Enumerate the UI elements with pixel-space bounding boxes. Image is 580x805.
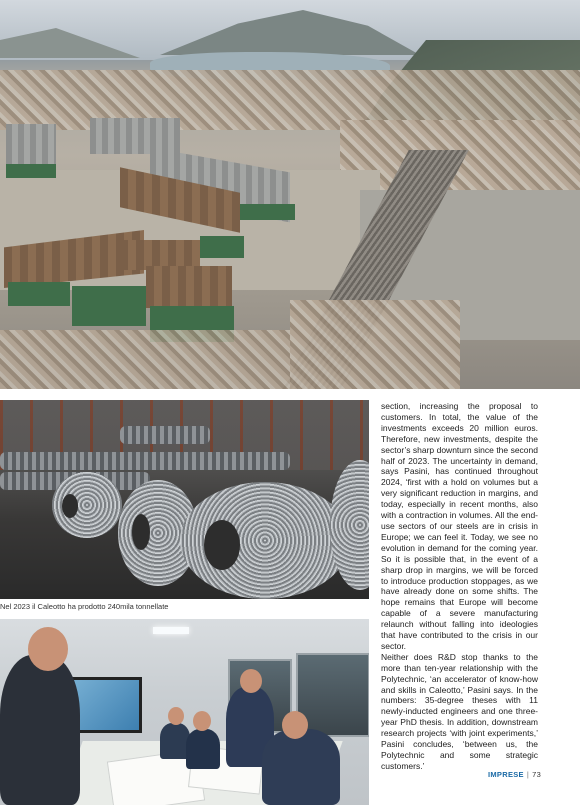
folio-separator: | bbox=[526, 770, 530, 779]
factory-roof bbox=[6, 124, 56, 164]
buildings bbox=[290, 300, 460, 389]
buildings bbox=[0, 330, 290, 389]
ceiling-light bbox=[153, 627, 189, 634]
engineer-head bbox=[168, 707, 184, 725]
factory-wall bbox=[6, 164, 56, 178]
factory-roof bbox=[146, 266, 232, 308]
aerial-photo bbox=[0, 0, 580, 389]
factory-roof bbox=[90, 118, 180, 154]
page-number: 73 bbox=[532, 770, 542, 779]
coil-row bbox=[0, 452, 290, 470]
factory-wall bbox=[72, 286, 146, 326]
engineer-head bbox=[28, 627, 68, 671]
engineer bbox=[186, 729, 220, 769]
section-name: IMPRESE bbox=[488, 770, 524, 779]
factory-wall bbox=[200, 236, 244, 258]
engineer-head bbox=[240, 669, 262, 693]
engineer-head bbox=[193, 711, 211, 731]
factory-wall bbox=[8, 282, 70, 306]
steel-coil bbox=[52, 472, 122, 538]
page-folio bbox=[488, 770, 541, 779]
article-body bbox=[381, 401, 538, 772]
steel-coil bbox=[180, 482, 350, 599]
photo-caption: Nel 2023 il Caleotto ha prodotto 240mila tonnellate bbox=[0, 602, 169, 611]
engineer bbox=[262, 729, 340, 805]
coil-row bbox=[120, 426, 210, 444]
article-paragraph: Neither does R&D stop thanks to the more than ten-year relationship with the Polytechnic, ‘an accelerator of know-how and skills in Caleotto,’ Pasini says. In the numbers: 35-degree theses with 11 newly-inducted engineers and one three-year PhD thesis. In addition, downstream research projects ‘with joint experiments,’ Pasini concludes, ‘between us, the Polytechnic and some strategic customers.’ bbox=[381, 651, 538, 771]
warehouse-photo bbox=[0, 400, 369, 599]
engineer-head bbox=[282, 711, 308, 739]
office-photo bbox=[0, 619, 369, 805]
article-paragraph: section, increasing the proposal to customers. In total, the value of the investments exceeds 20 million euros. Therefore, new investments, despite the sector’s sharp downturn since the second half of 2023. The uncertainty in demand, says Pasini, has continued throughout 2024, ‘first with a hold on volumes but a very significant reduction in margins, and today, especially in recent months, also with a contraction in volumes. All the end-use sectors of our steels are in crisis in Europe; we can feel it. Today, we see no evolution in demand for the coming year. So it is possible that, in the event of a sharp drop in margins, we will be forced to introduce production stoppages, as we have already done on some shifts. The hope remains that Europe will become capable of a severe manufacturing relaunch without falling into ideologies that have contributed to the crisis in our sector. bbox=[381, 401, 538, 651]
engineer bbox=[0, 655, 80, 805]
